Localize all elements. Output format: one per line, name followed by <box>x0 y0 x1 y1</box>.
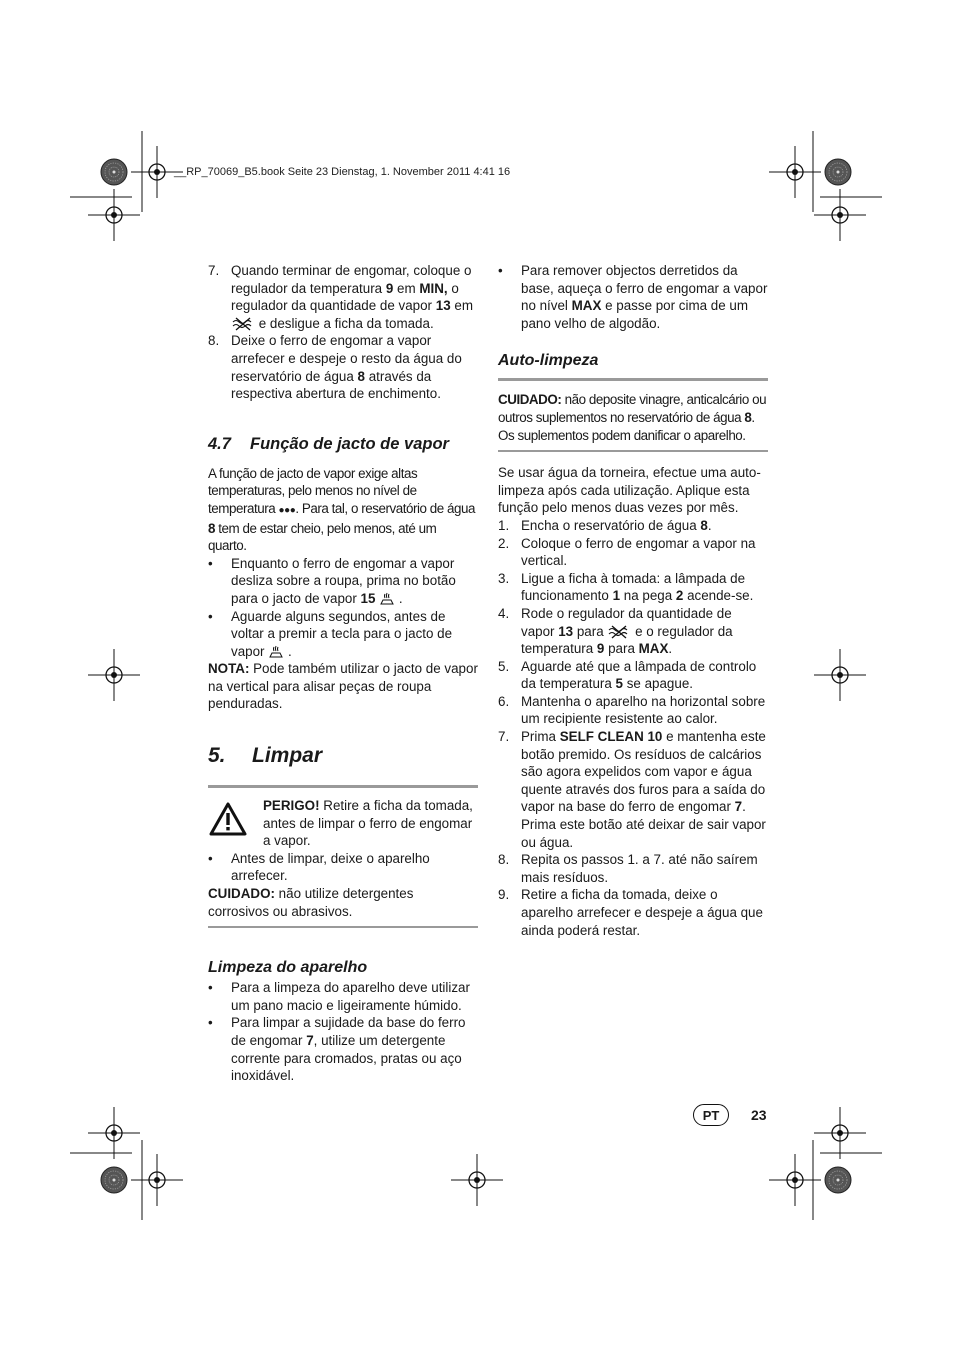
list-item: • Para remover objectos derretidos da base, aqueça o ferro de engomar a vapor no nível MAX e passe por cima de um pano velho de algodão. <box>498 263 768 331</box>
list-item: 4. Rode o regulador da quantidade de vapor 13 para e o regulador da temperatura 9 para MAX. <box>498 605 733 657</box>
list-item: 7. Quando terminar de engomar, coloque o regulador da temperatura 9 em MIN, o regulador da quantidade de vapor 13 em e desligue a ficha da tomada. <box>208 263 473 331</box>
list-item: 5. Aguarde até que a lâmpada de controlo da temperatura 5 se apague. <box>498 658 757 692</box>
caution: CUIDADO: não deposite vinagre, anticalcário ou outros suplementos no reservatório de água 8. Os suplementos podem danificar o aparelho. <box>498 392 767 443</box>
list-item: • Para limpar a sujidade da base do ferro de engomar 7, utilize um detergente corrente para cromados, pratas ou aço inoxidável. <box>208 1015 466 1084</box>
list-item: 9. Retire a ficha da tomada, deixe o aparelho arrefecer e despeje a água que ainda poderá restar. <box>498 887 763 938</box>
section-heading-5: 5. Limpar <box>208 744 323 768</box>
warning-icon <box>209 802 247 836</box>
left-column <box>208 262 478 1085</box>
note: NOTA: Pode também utilizar o jacto de vapor na vertical para alisar peças de roupa penduradas. <box>208 661 478 712</box>
divider <box>498 378 768 381</box>
list-item: 2. Coloque o ferro de engomar a vapor na vertical. <box>498 535 756 569</box>
list-item: 7. Prima SELF CLEAN 10 e mantenha este botão premido. Os resíduos de calcários são agora expelidos com vapor e água quente através dos furos para a saída do vapor na base do ferro de engomar 7. Prima este botão até deixar de sair vapor ou água. <box>498 729 766 850</box>
subheading-auto-clean: Auto-limpeza <box>498 352 599 370</box>
list-item: 8. Deixe o ferro de engomar a vapor arrefecer e despeje o resto da água do reservatório de água 8 através da respectiva abertura de enchimento. <box>208 333 462 402</box>
divider <box>208 926 478 928</box>
auto-clean-intro: Se usar água da torneira, efectue uma auto-limpeza após cada utilização. Aplique esta função pelo menos duas vezes por mês. <box>498 465 761 516</box>
language-badge: PT <box>693 1104 729 1126</box>
subheading-device-cleaning: Limpeza do aparelho <box>208 959 368 977</box>
steam-off-icon <box>607 625 631 639</box>
steam-jet-icon <box>268 644 284 660</box>
caution: CUIDADO: não utilize detergentes corrosivos ou abrasivos. <box>208 886 414 919</box>
danger-warning: PERIGO! Retire a ficha da tomada, antes de limpar o ferro de engomar a vapor. <box>208 797 478 850</box>
steam-jet-intro: A função de jacto de vapor exige altas temperaturas, pelo menos no nível de temperatura ●●●. Para tal, o reservatório de água 8 tem de estar cheio, pelo menos, até um quarto. <box>208 465 476 554</box>
list-item: 1. Encha o reservatório de água 8. <box>498 517 712 533</box>
divider <box>498 450 768 452</box>
divider <box>208 785 478 788</box>
list-item: • Para a limpeza do aparelho deve utilizar um pano macio e ligeiramente húmido. <box>208 980 470 1013</box>
list-item: • Aguarde alguns segundos, antes de voltar a premir a tecla para o jacto de vapor . <box>208 608 453 659</box>
print-header: __RP_70069_B5.book Seite 23 Dienstag, 1. November 2011 4:41 16 <box>174 166 511 178</box>
list-item: 6. Mantenha o aparelho na horizontal sobre um recipiente resistente ao calor. <box>498 693 766 727</box>
page-number: 23 <box>751 1107 767 1123</box>
list-item: 8. Repita os passos 1. a 7. até não saírem mais resíduos. <box>498 852 758 885</box>
list-item: • Enquanto o ferro de engomar a vapor desliza sobre a roupa, prima no botão para o jacto de vapor 15 . <box>208 555 456 606</box>
right-column <box>498 262 768 939</box>
section-heading-4-7: 4.7 Função de jacto de vapor <box>208 434 449 453</box>
steam-off-icon <box>231 317 255 331</box>
list-item: 3. Ligue a ficha à tomada: a lâmpada de funcionamento 1 na pega 2 acende-se. <box>498 570 754 604</box>
list-item: • Antes de limpar, deixe o aparelho arrefecer. <box>208 850 430 884</box>
steam-jet-icon <box>379 591 395 607</box>
